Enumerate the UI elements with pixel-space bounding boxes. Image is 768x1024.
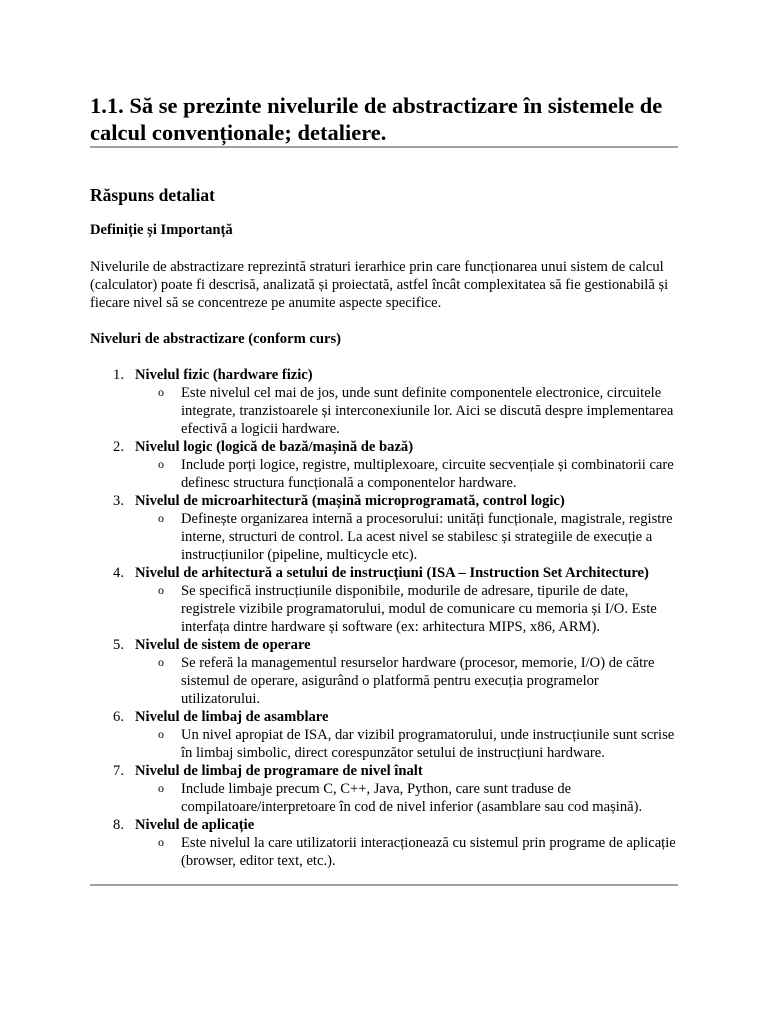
level-title: Nivelul logic (logică de bază/mașină de bază) [135,439,414,455]
section-heading: Răspuns detaliat [90,185,215,205]
level-item-2 [90,438,678,492]
level-title: Nivelul de limbaj de asamblare [135,709,329,725]
bullet-circle-icon: o [158,655,164,669]
level-item-8 [90,816,678,870]
level-description-text: Se specifică instrucțiunile disponibile, modurile de adresare, tipurile de date, registrele vizibile programatorului, modul de comunicare cu memoria și I/O. Este interfața dintre hardware și software (ex: arhitectura MIPS, x86, ARM). [181,583,657,635]
level-item-5 [90,636,678,708]
level-description [90,780,678,816]
level-title: Nivelul de arhitectură a setului de instrucțiuni (ISA – Instruction Set Architecture) [135,565,649,581]
level-number: 6. [113,709,124,725]
level-item-3 [90,492,678,564]
level-description-text: Un nivel apropiat de ISA, dar vizibil programatorului, unde instrucțiunile sunt scrise în limbaj simbolic, direct corespunzător setului de instrucțiuni hardware. [181,727,675,761]
bullet-circle-icon: o [158,583,164,597]
document-page [90,92,678,886]
level-title: Nivelul de aplicație [135,817,255,833]
level-description-text: Include limbaje precum C, C++, Java, Python, care sunt traduse de compilatoare/interpretoare în cod de nivel inferior (asamblare sau cod mașină). [181,781,643,815]
level-description-text: Se referă la managementul resurselor hardware (procesor, memorie, I/O) de către sistemul de operare, asigurând o platformă pentru execuția programelor utilizatorului. [181,655,655,707]
level-description-text: Include porți logice, registre, multiplexoare, circuite secvențiale și combinatorii care definesc structura funcțională a componentelor hardware. [181,457,674,491]
level-description [90,834,678,870]
level-number: 4. [113,565,124,581]
page-title: 1.1. Să se prezinte nivelurile de abstractizare în sistemele de calcul convenționale; detaliere. [90,93,663,145]
bullet-circle-icon: o [158,835,164,849]
level-item-7 [90,762,678,816]
bullet-circle-icon: o [158,385,164,399]
level-title: Nivelul de sistem de operare [135,637,311,653]
level-number: 8. [113,817,124,833]
level-description [90,384,678,438]
bullet-circle-icon: o [158,511,164,525]
bullet-circle-icon: o [158,457,164,471]
level-description [90,456,678,492]
level-description-text: Este nivelul cel mai de jos, unde sunt definite componentele electronice, circuitele integrate, tranzistoarele și interconexiunile lor. Aici se discută despre implementarea efectivă a logicii hardware. [181,385,674,437]
level-item-4 [90,564,678,636]
bottom-divider [90,884,678,886]
bullet-circle-icon: o [158,781,164,795]
level-description [90,582,678,636]
level-description [90,654,678,708]
bullet-circle-icon: o [158,727,164,741]
level-number: 7. [113,763,124,779]
level-number: 3. [113,493,124,509]
title-divider [90,146,678,148]
level-item-6 [90,708,678,762]
level-title: Nivelul fizic (hardware fizic) [135,367,313,383]
intro-paragraph: Nivelurile de abstractizare reprezintă straturi ierarhice prin care funcționarea unui sistem de calcul (calculator) poate fi descrisă, analizată și proiectată, astfel încât complexitatea să fie gestionabilă și fiecare nivel să se concentreze pe anumite aspecte specifice. [90,259,669,311]
level-description [90,510,678,564]
levels-heading: Niveluri de abstractizare (conform curs) [90,331,341,347]
level-item-1 [90,366,678,438]
level-number: 1. [113,367,124,383]
level-number: 2. [113,439,124,455]
levels-list [90,366,678,870]
level-number: 5. [113,637,124,653]
definition-heading: Definiție și Importanță [90,222,233,238]
level-description-text: Este nivelul la care utilizatorii interacționează cu sistemul prin programe de aplicație (browser, editor text, etc.). [181,835,676,869]
level-description-text: Definește organizarea internă a procesorului: unități funcționale, magistrale, registre interne, structuri de control. La acest nivel se stabilesc și strategiile de execuție a instrucțiunilor (pipeline, multicycle etc). [181,511,673,563]
level-title: Nivelul de microarhitectură (mașină microprogramată, control logic) [135,493,565,509]
level-title: Nivelul de limbaj de programare de nivel înalt [135,763,423,779]
level-description [90,726,678,762]
